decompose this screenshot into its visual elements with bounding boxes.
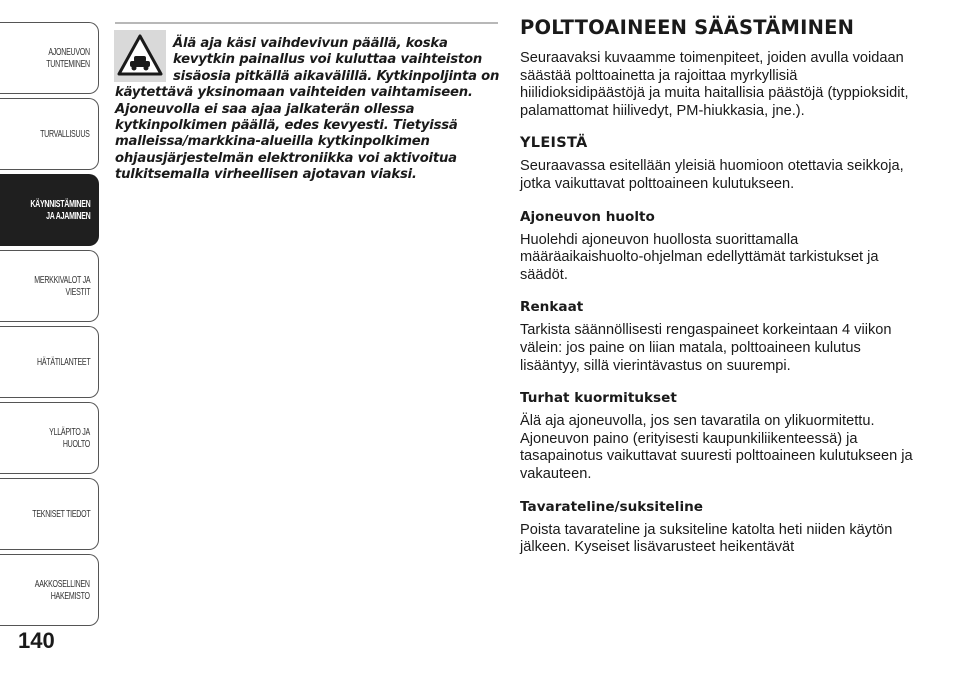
- tab-aakkosellinen-hakemisto[interactable]: [0, 554, 99, 626]
- tab-ajoneuvon-tunteminen[interactable]: [0, 22, 99, 94]
- tab-label-line1: AJONEUVON: [48, 46, 90, 58]
- general-heading: YLEISTÄ: [520, 135, 588, 152]
- general-paragraph: Seuraavassa esitellään yleisiä huomioon otettavia seikkoja, jotka vaikuttavat polttoaineen kulutukseen.: [520, 158, 904, 192]
- racks-heading: Tavarateline/suksiteline: [520, 498, 703, 515]
- tab-label-line2: HAKEMISTO: [50, 590, 90, 602]
- tab-merkkivalot-ja-viestit[interactable]: [0, 250, 99, 322]
- loads-paragraph: Älä aja ajoneuvolla, jos sen tavaratila on ylikuormitettu. Ajoneuvon paino (erityisesti kaupunkiliikenteessä) ja tasapainotus vaikuttavat suuresti polttoaineen kulutukseen ja vakauteen.: [520, 413, 913, 482]
- tab-tekniset-tiedot[interactable]: [0, 478, 99, 550]
- racks-paragraph: Poista tavarateline ja suksiteline katolta heti niiden käytön jälkeen. Kyseiset lisävarusteet heikentävät: [520, 521, 893, 556]
- tab-label-line1: TEKNISET TIEDOT: [31, 508, 90, 520]
- tab-label-line1: TURVALLISUUS: [40, 128, 90, 140]
- maintenance-paragraph: Huolehdi ajoneuvon huollosta suorittamalla määräaikaishuolto-ohjelman edellyttämät tarkistukset ja säädöt.: [520, 231, 879, 283]
- tyres-heading: Renkaat: [520, 299, 584, 316]
- warning-top-rule: [115, 22, 498, 24]
- fuel-saving-section: [520, 14, 920, 557]
- tab-label-line2: VIESTIT: [65, 286, 90, 298]
- tab-label-line1: MERKKIVALOT JA: [33, 274, 90, 286]
- tab-yllapito-ja-huolto[interactable]: [0, 402, 99, 474]
- page-number: 140: [18, 628, 55, 653]
- tab-label-line1: AAKKOSELLINEN: [35, 578, 90, 590]
- loads-heading: Turhat kuormitukset: [520, 390, 677, 407]
- tab-label-line2: JA AJAMINEN: [45, 210, 90, 222]
- tab-label-line1: YLLÄPITO JA HUOLTO: [49, 426, 90, 450]
- warning-text: Älä aja käsi vaihdevivun päällä, koska kevytkin painallus voi kuluttaa vaihteiston sisäosia pitkällä aikavälillä. Kytkinpoljinta on käytettävä yksinomaan vaihteiden vaihtamiseen. Ajoneuvolla ei saa ajaa jalkaterän ollessa kytkinpolkimen päällä, edes kevyesti. Tietyissä malleissa/markkina-alueilla kytkinpolkimen ohjausjärjestelmän elektroniikka voi aktivoitua tulkitsemalla virheellisen ajotavan viaksi.: [115, 36, 500, 183]
- tyres-paragraph: Tarkista säännöllisesti rengaspaineet korkeintaan 4 viikon välein: jos paine on liian matala, polttoaineen kulutus lisääntyy, sillä vierintävastus on suurempi.: [520, 322, 892, 374]
- tab-label-line2: TUNTEMINEN: [46, 58, 90, 70]
- tab-label-line1: KÄYNNISTÄMINEN: [29, 198, 90, 210]
- warning-text-block: [115, 36, 500, 184]
- tab-hatatilanteet[interactable]: [0, 326, 99, 398]
- tab-label-line1: HÄTÄTILANTEET: [36, 356, 90, 368]
- tab-turvallisuus[interactable]: [0, 98, 99, 170]
- tab-kaynnistaminen-ja-ajaminen[interactable]: [0, 174, 99, 246]
- maintenance-heading: Ajoneuvon huolto: [520, 208, 655, 225]
- intro-paragraph: Seuraavaksi kuvaamme toimenpiteet, joiden avulla voidaan säästää polttoainetta ja rajoittaa myrkyllisiä hiilidioksidipäästöjä ja muita haitallisia päästöjä (typpioksidit, palamattomat hiilivedyt, PM-hiukkasia, jne.).: [520, 50, 909, 119]
- page-title: POLTTOAINEEN SÄÄSTÄMINEN: [520, 16, 855, 39]
